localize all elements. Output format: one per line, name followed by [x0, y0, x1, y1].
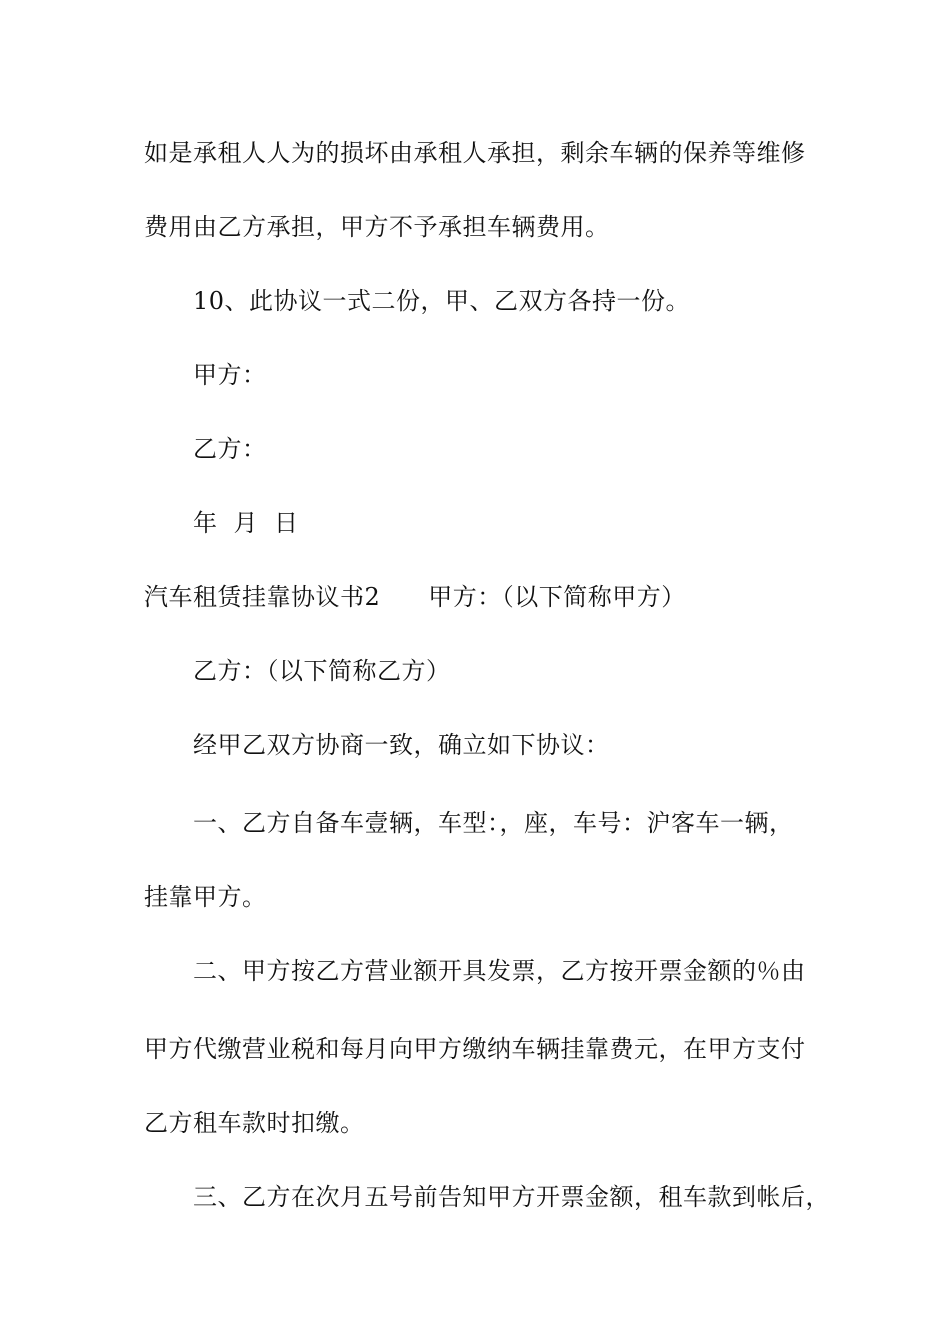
party-b-signature: 乙方：	[193, 435, 267, 463]
clause-2-cont: 甲方代缴营业税和每月向甲方缴纳车辆挂靠费元，在甲方支付	[144, 1035, 806, 1063]
clause-2-cont: 乙方租车款时扣缴。	[144, 1109, 365, 1137]
clause-1-cont: 挂靠甲方。	[144, 883, 267, 911]
party-a-signature: 甲方：	[193, 361, 267, 389]
party-b-definition: 乙方：（以下简称乙方）	[193, 657, 451, 685]
clause-2: 二、甲方按乙方营业额开具发票，乙方按开票金额的％由	[193, 957, 806, 985]
date-day: 日	[274, 509, 299, 537]
clause-10: 10、此协议一式二份，甲、乙双方各持一份。	[193, 287, 691, 315]
paragraph-line: 如是承租人人为的损坏由承租人承担，剩余车辆的保养等维修	[144, 139, 806, 167]
party-a-definition: 甲方：（以下简称甲方）	[428, 583, 686, 611]
date-line	[193, 508, 315, 538]
date-year: 年	[193, 509, 218, 537]
agreement-intro: 经甲乙双方协商一致，确立如下协议：	[193, 731, 610, 759]
agreement-title: 汽车租赁挂靠协议书2	[144, 583, 381, 611]
date-month: 月	[233, 509, 258, 537]
clause-3: 三、乙方在次月五号前告知甲方开票金额，租车款到帐后，	[193, 1183, 830, 1211]
clause-1: 一、乙方自备车壹辆，车型：，座，车号：沪客车一辆，	[193, 809, 794, 837]
agreement-title-line	[144, 582, 686, 612]
paragraph-line: 费用由乙方承担，甲方不予承担车辆费用。	[144, 213, 610, 241]
